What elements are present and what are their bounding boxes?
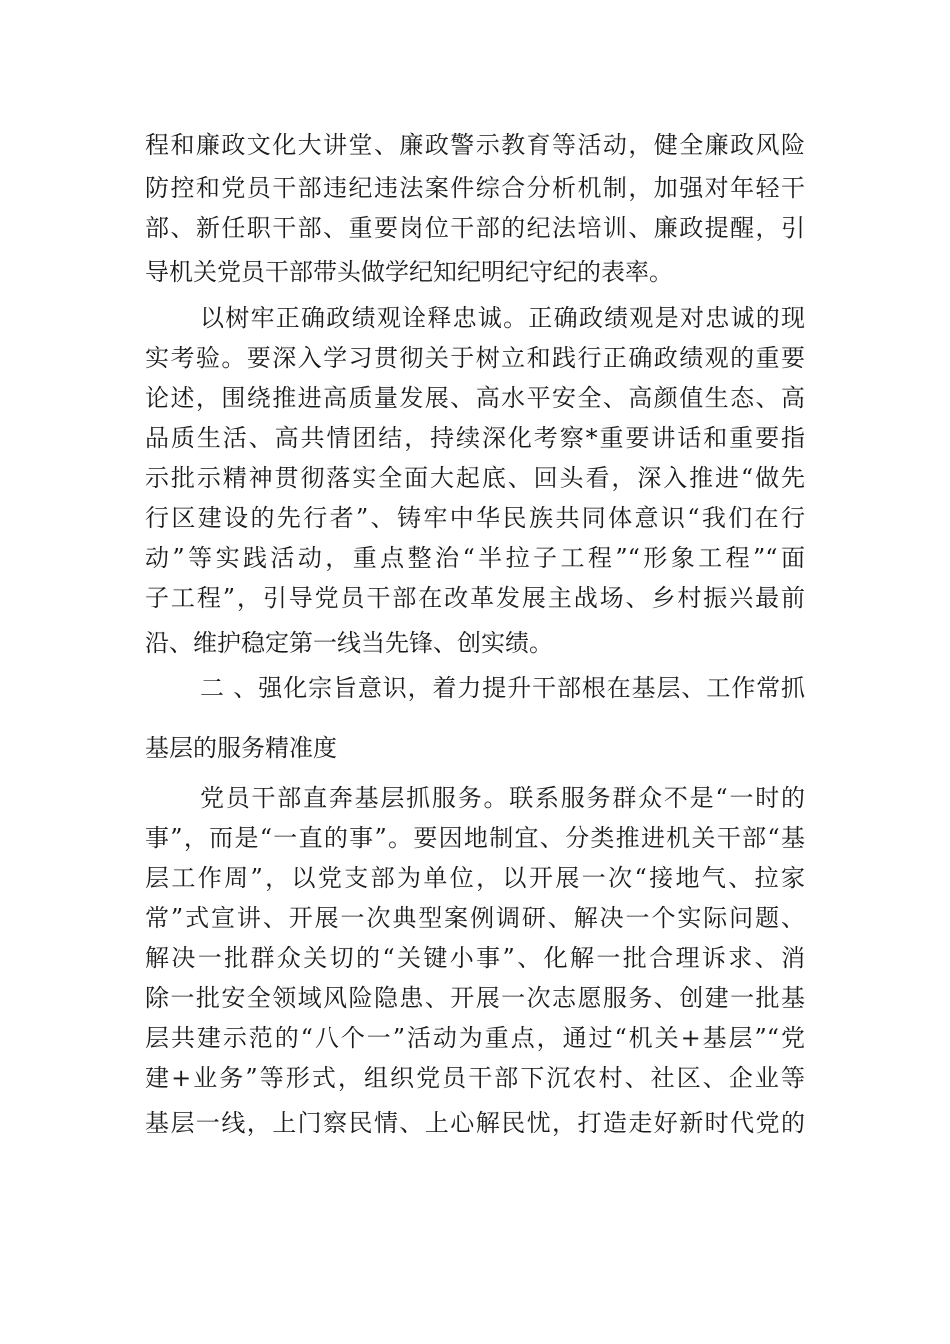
text-line: 防控和党员干部违纪违法案件综合分析机制，加强对年轻干 [145, 174, 805, 202]
paragraph-first-line: 以树牢正确政绩观诠释忠诚。正确政绩观是对忠诚的现 [200, 304, 805, 332]
text-line: 程和廉政文化大讲堂、廉政警示教育等活动，健全廉政风险 [145, 131, 805, 159]
text-line: 沿、维护稳定第一线当先锋、创实绩。 [145, 629, 553, 657]
text-line: 示批示精神贯彻落实全面大起底、回头看，深入推进“做先 [145, 464, 805, 492]
text-line: 实考验。要深入学习贯彻关于树立和践行正确政绩观的重要 [145, 344, 805, 372]
text-line: 部、新任职干部、重要岗位干部的纪法培训、廉政提醒，引 [145, 214, 805, 242]
text-line: 解决一批群众关切的“关键小事”、化解一批合理诉求、消 [145, 944, 805, 972]
section-heading-continued: 基层的服务精准度 [145, 734, 337, 762]
text-line: 建+业务”等形式，组织党员干部下沉农村、社区、企业等 [145, 1064, 805, 1092]
section-heading: 二 、强化宗旨意识，着力提升干部根在基层、工作常抓 [200, 674, 805, 702]
text-line: 行区建设的先行者”、铸牢中华民族共同体意识“我们在行 [145, 504, 805, 532]
text-line: 层工作周”，以党支部为单位，以开展一次“接地气、拉家 [145, 864, 805, 892]
text-line: 品质生活、高共情团结，持续深化考察*重要讲话和重要指 [145, 424, 805, 452]
text-line: 论述，围绕推进高质量发展、高水平安全、高颜值生态、高 [145, 384, 805, 412]
text-line: 层共建示范的“八个一”活动为重点，通过“机关+基层”“党 [145, 1024, 805, 1052]
text-line: 常”式宣讲、开展一次典型案例调研、解决一个实际问题、 [145, 904, 805, 932]
text-line: 基层一线，上门察民情、上心解民忧，打造走好新时代党的 [145, 1109, 805, 1137]
text-line: 导机关党员干部带头做学纪知纪明纪守纪的表率。 [145, 258, 673, 286]
paragraph-first-line: 党员干部直奔基层抓服务。联系服务群众不是“一时的 [200, 784, 805, 812]
text-line: 动”等实践活动，重点整治“半拉子工程”“形象工程”“面 [145, 544, 805, 572]
text-line: 子工程”，引导党员干部在改革发展主战场、乡村振兴最前 [145, 584, 805, 612]
text-line: 除一批安全领域风险隐患、开展一次志愿服务、创建一批基 [145, 984, 805, 1012]
text-line: 事”，而是“一直的事”。要因地制宜、分类推进机关干部“基 [145, 824, 805, 852]
